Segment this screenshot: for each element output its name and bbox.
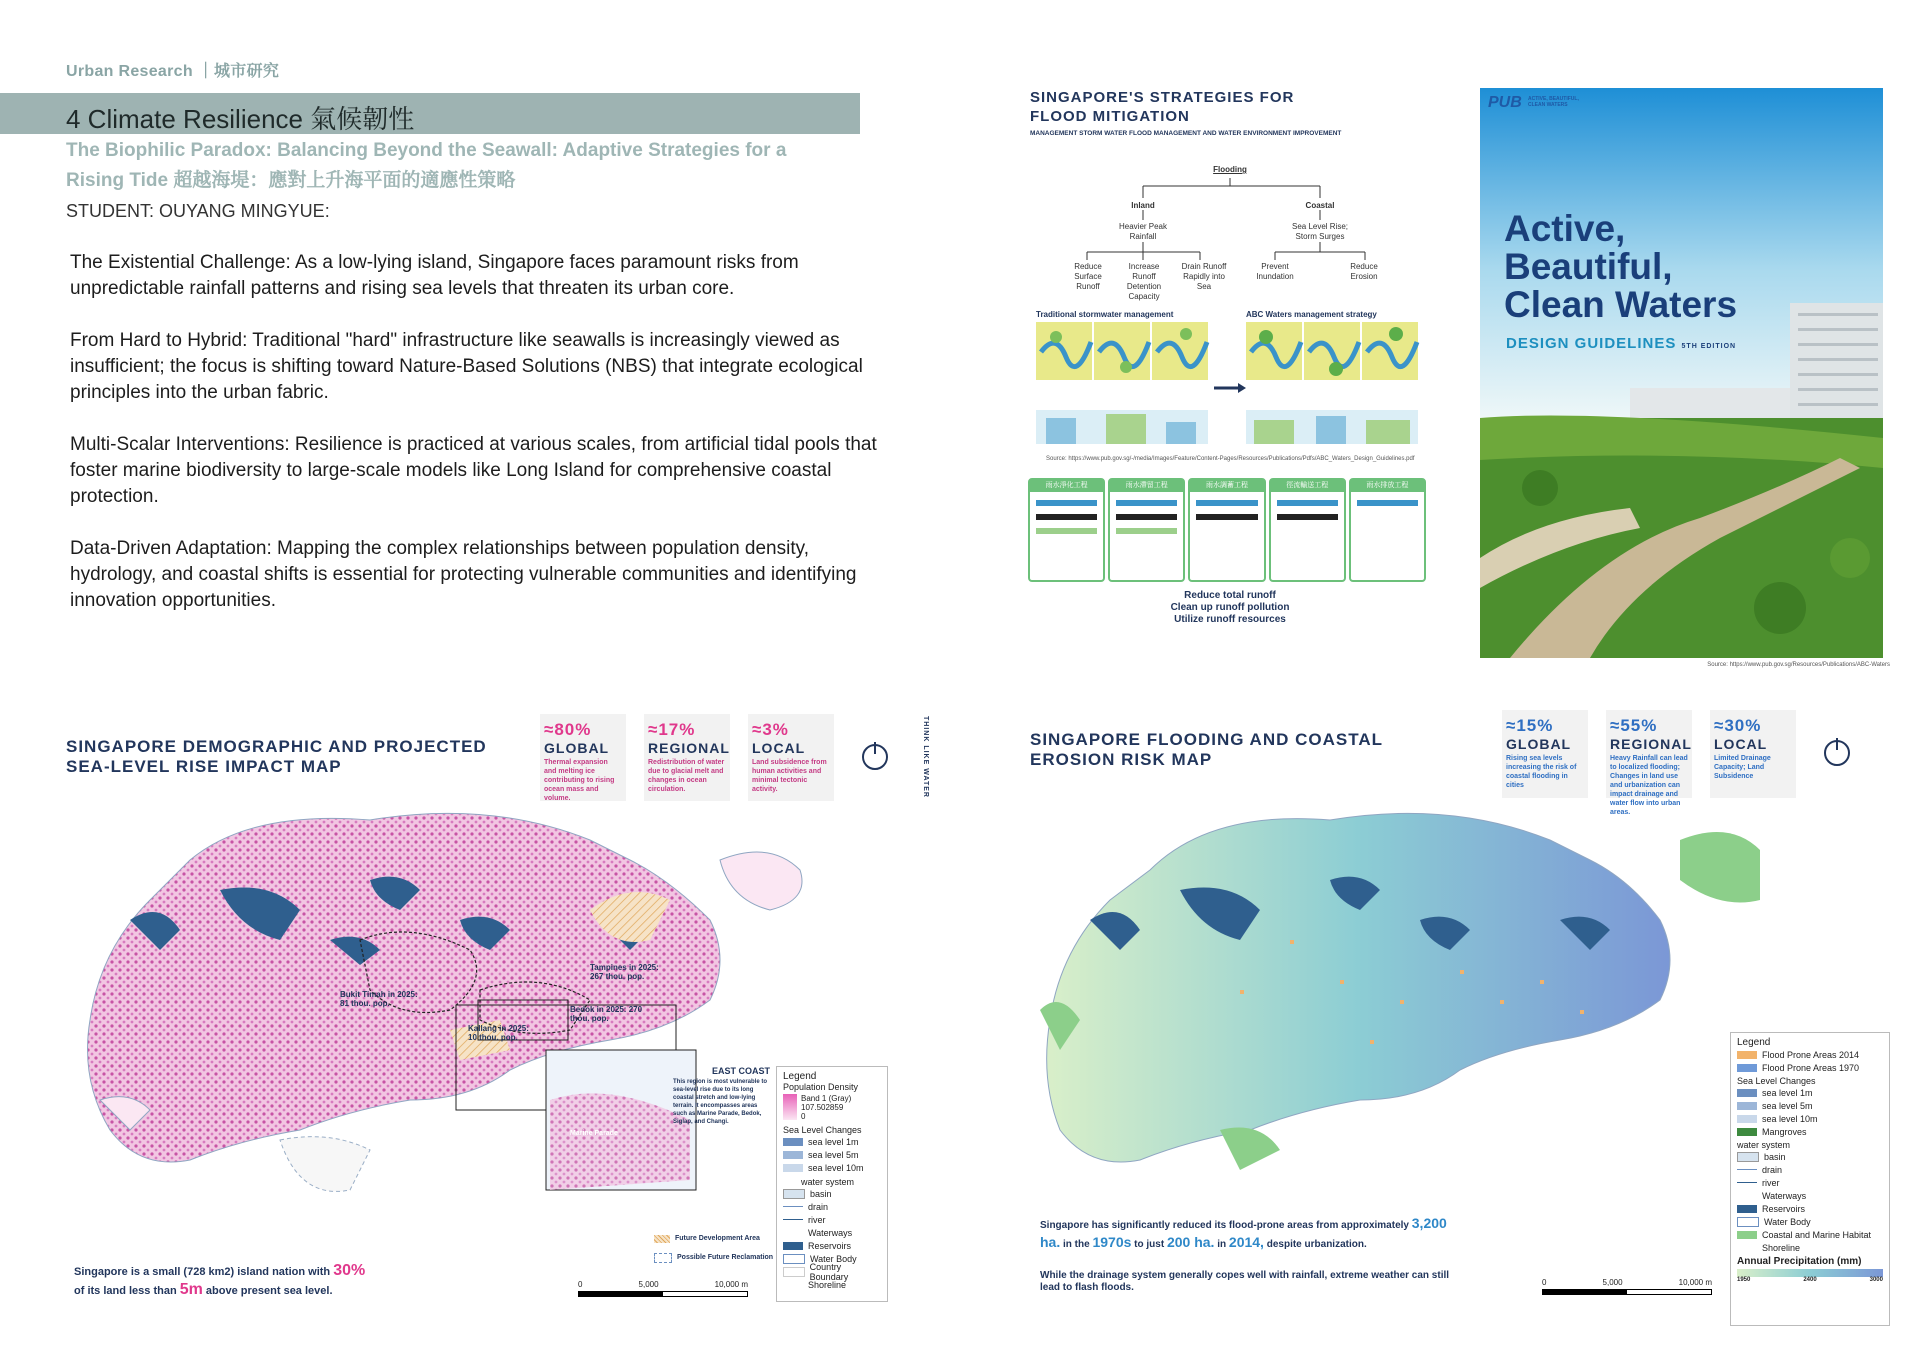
east-coast-note: EAST COAST (711, 1066, 770, 1076)
east-coast-text: This region is most vulnerable to sea-level rise due to its long coastal stretch and low-lying terrain. It encompasses areas such as Marine Parade, Bedok, Siglap, and Changi. (673, 1079, 768, 1125)
precip-gradient (1737, 1269, 1883, 1277)
strategies-subheading: MANAGEMENT STORM WATER FLOOD MANAGEMENT AND WATER ENVIRONMENT IMPROVEMENT (1030, 130, 1342, 137)
page-subtitle: The Biophilic Paradox: Balancing Beyond the Seawall: Adaptive Strategies for a Rising Tide 超越海堤：應對上升海平面的適應性策略 (66, 140, 787, 191)
left-map-title: SINGAPORE DEMOGRAPHIC AND PROJECTED SEA-LEVEL RISE IMPACT MAP (66, 737, 487, 776)
strategy-card: 雨水滯留工程 (1108, 478, 1185, 582)
student-name: STUDENT: OUYANG MINGYUE: (66, 201, 330, 221)
flood-risk-map (1040, 790, 1760, 1190)
paragraph-hard-to-hybrid: From Hard to Hybrid: Traditional "hard" infrastructure like seawalls is increasingly viewed as insufficient; the focus is shifting toward Nature-Based Solutions (NBS) that integrate ecological principles into the urban fabric. (70, 330, 863, 403)
power-icon (1824, 740, 1850, 766)
paragraph-multi-scalar: Multi-Scalar Interventions: Resilience is practiced at various scales, from artificial tidal pools that foster marine biodiversity to large-scale models like Long Island for comprehensive coastal protection. (70, 434, 877, 507)
strategy-cards (1028, 478, 1426, 582)
strategies-source: Source: https://www.pub.gov.sg/-/media/Images/Feature/Content-Pages/Resources/Publications/Pdfs/ABC_Waters_Design_Guidelines.pdf (1046, 456, 1415, 462)
cover-photo (1480, 88, 1883, 658)
flowchart-leaf-prevent: Prevent Inundation (1256, 262, 1294, 281)
power-icon (862, 744, 888, 770)
left-map-legend: Legend Population Density Band 1 (Gray) 107.502859 0 Sea Level Changes sea level 1m sea level 5m sea level 10m water system basin drain river Waterways Reservoirs Water Body Country Boundary Shoreline (776, 1066, 888, 1302)
left-scale-bar: 0 5,000 10,000 m (578, 1280, 748, 1297)
right-scale-bar: 0 5,000 10,000 m (1542, 1278, 1712, 1295)
flowchart-leaf-detention: Increase Runoff Detention Capacity (1126, 262, 1162, 301)
flowchart-inland-cause: Heavier Peak Rainfall (1118, 222, 1168, 241)
paragraph-existential-challenge: The Existential Challenge: As a low-lying island, Singapore faces paramount risks from unpredictable rainfall patterns and rising sea levels that threaten its urban core. (70, 252, 799, 299)
pub-logo-sub: ACTIVE, BEAUTIFUL, CLEAN WATERS (1528, 96, 1579, 108)
right-map-legend: Legend Flood Prone Areas 2014 Flood Prone Areas 1970 Sea Level Changes sea level 1m sea level 5m sea level 10m Mangroves water system basin drain river Waterways Reservoirs Water Body Coastal and Marine Habitat Shoreline Annual Precipitation (mm) 1950 2400 3000 (1730, 1032, 1890, 1326)
strategy-card: 雨水調蓄工程 (1188, 478, 1265, 582)
pub-logo: PUB (1488, 94, 1522, 111)
strategy-outcomes: Reduce total runoff Clean up runoff pollution Utilize runoff resources (1170, 590, 1290, 625)
stat-card-regional-right: ≈55% REGIONAL Heavy Rainfall can lead to localized flooding; Changes in land use and urbanization can impact drainage and water flow into urban areas. (1606, 710, 1692, 798)
flowchart-root: Flooding (1213, 165, 1247, 174)
label-kallang: Kallang in 2025: 10 thou. pop. (468, 1024, 529, 1042)
paragraph-data-driven: Data-Driven Adaptation: Mapping the complex relationships between population density, hydrology, and coastal shifts is essential for protecting vulnerable communities and identifying innovation opportunities. (70, 538, 857, 611)
side-text: THINK LIKE WATER (922, 716, 929, 798)
strategy-card: 雨水排放工程 (1349, 478, 1426, 582)
future-legend: Future Development Area Possible Future Reclamation (654, 1232, 773, 1264)
strategy-card: 徑流輸送工程 (1269, 478, 1346, 582)
cover-source: Source: https://www.pub.gov.sg/Resources/Publications/ABC-Waters (1707, 662, 1890, 668)
stormwater-diagrams (1036, 322, 1421, 462)
page-title: 4 Climate Resilience 氣候韌性 (66, 104, 415, 134)
label-tampines: Tampines in 2025: 267 thou. pop. (590, 963, 659, 981)
stat-card-local: ≈3% LOCAL Land subsidence from human activities and minimal tectonic activity. (748, 714, 834, 801)
stat-card-global: ≈80% GLOBAL Thermal expansion and melting ice contributing to rising ocean mass and volume. (540, 714, 626, 801)
traditional-label: Traditional stormwater management (1036, 310, 1174, 319)
flowchart-leaf-reduce-runoff: Reduce Surface Runoff (1074, 262, 1102, 291)
flowchart-leaf-drain: Drain Runoff Rapidly into Sea (1181, 262, 1227, 291)
section-kicker: Urban Research ｜城市研究 (66, 63, 280, 80)
strategies-panel (1030, 88, 1430, 137)
cover-guidelines: DESIGN GUIDELINES 5TH EDITION (1506, 335, 1737, 352)
label-marine-parade: Marine Parade (570, 1130, 618, 1137)
abc-label: ABC Waters management strategy (1246, 310, 1377, 319)
flowchart-coastal-cause: Sea Level Rise; Storm Surges (1291, 222, 1349, 241)
pub-guidelines-cover (1480, 88, 1883, 658)
right-map-title: SINGAPORE FLOODING AND COASTAL EROSION RISK MAP (1030, 730, 1383, 769)
label-bukit-timah: Bukit Timah in 2025: 81 thou. pop. (340, 990, 418, 1008)
strategies-title: SINGAPORE'S STRATEGIES FOR FLOOD MITIGATION (1030, 89, 1295, 125)
stat-card-local-right: ≈30% LOCAL Limited Drainage Capacity; Land Subsidence (1710, 710, 1796, 798)
label-bedok: Bedok in 2025: 270 thou. pop. (570, 1005, 643, 1023)
flowchart-coastal: Coastal (1305, 201, 1335, 210)
stat-card-global-right: ≈15% GLOBAL Rising sea levels increasing the risk of coastal flooding in cities (1502, 710, 1588, 798)
right-map-caption: Singapore has significantly reduced its flood-prone areas from approximately 3,200 ha. in the 1970s to just 200 ha. in 2014, despite urbanization. (1040, 1215, 1447, 1250)
left-map-caption: Singapore is a small (728 km2) island nation with 30% of its land less than 5m above present sea level. (74, 1262, 366, 1298)
flowchart-leaf-erosion: Reduce Erosion (1350, 262, 1378, 281)
right-map-caption-2: While the drainage system generally copes well with rainfall, extreme weather can still lead to flash floods. (1040, 1270, 1450, 1293)
strategy-card: 雨水淨化工程 (1028, 478, 1105, 582)
flowchart-inland: Inland (1131, 201, 1155, 210)
cover-headline: Active, Beautiful, Clean Waters (1504, 208, 1738, 325)
stat-card-regional: ≈17% REGIONAL Redistribution of water due to glacial melt and changes in ocean circulation. (644, 714, 730, 801)
